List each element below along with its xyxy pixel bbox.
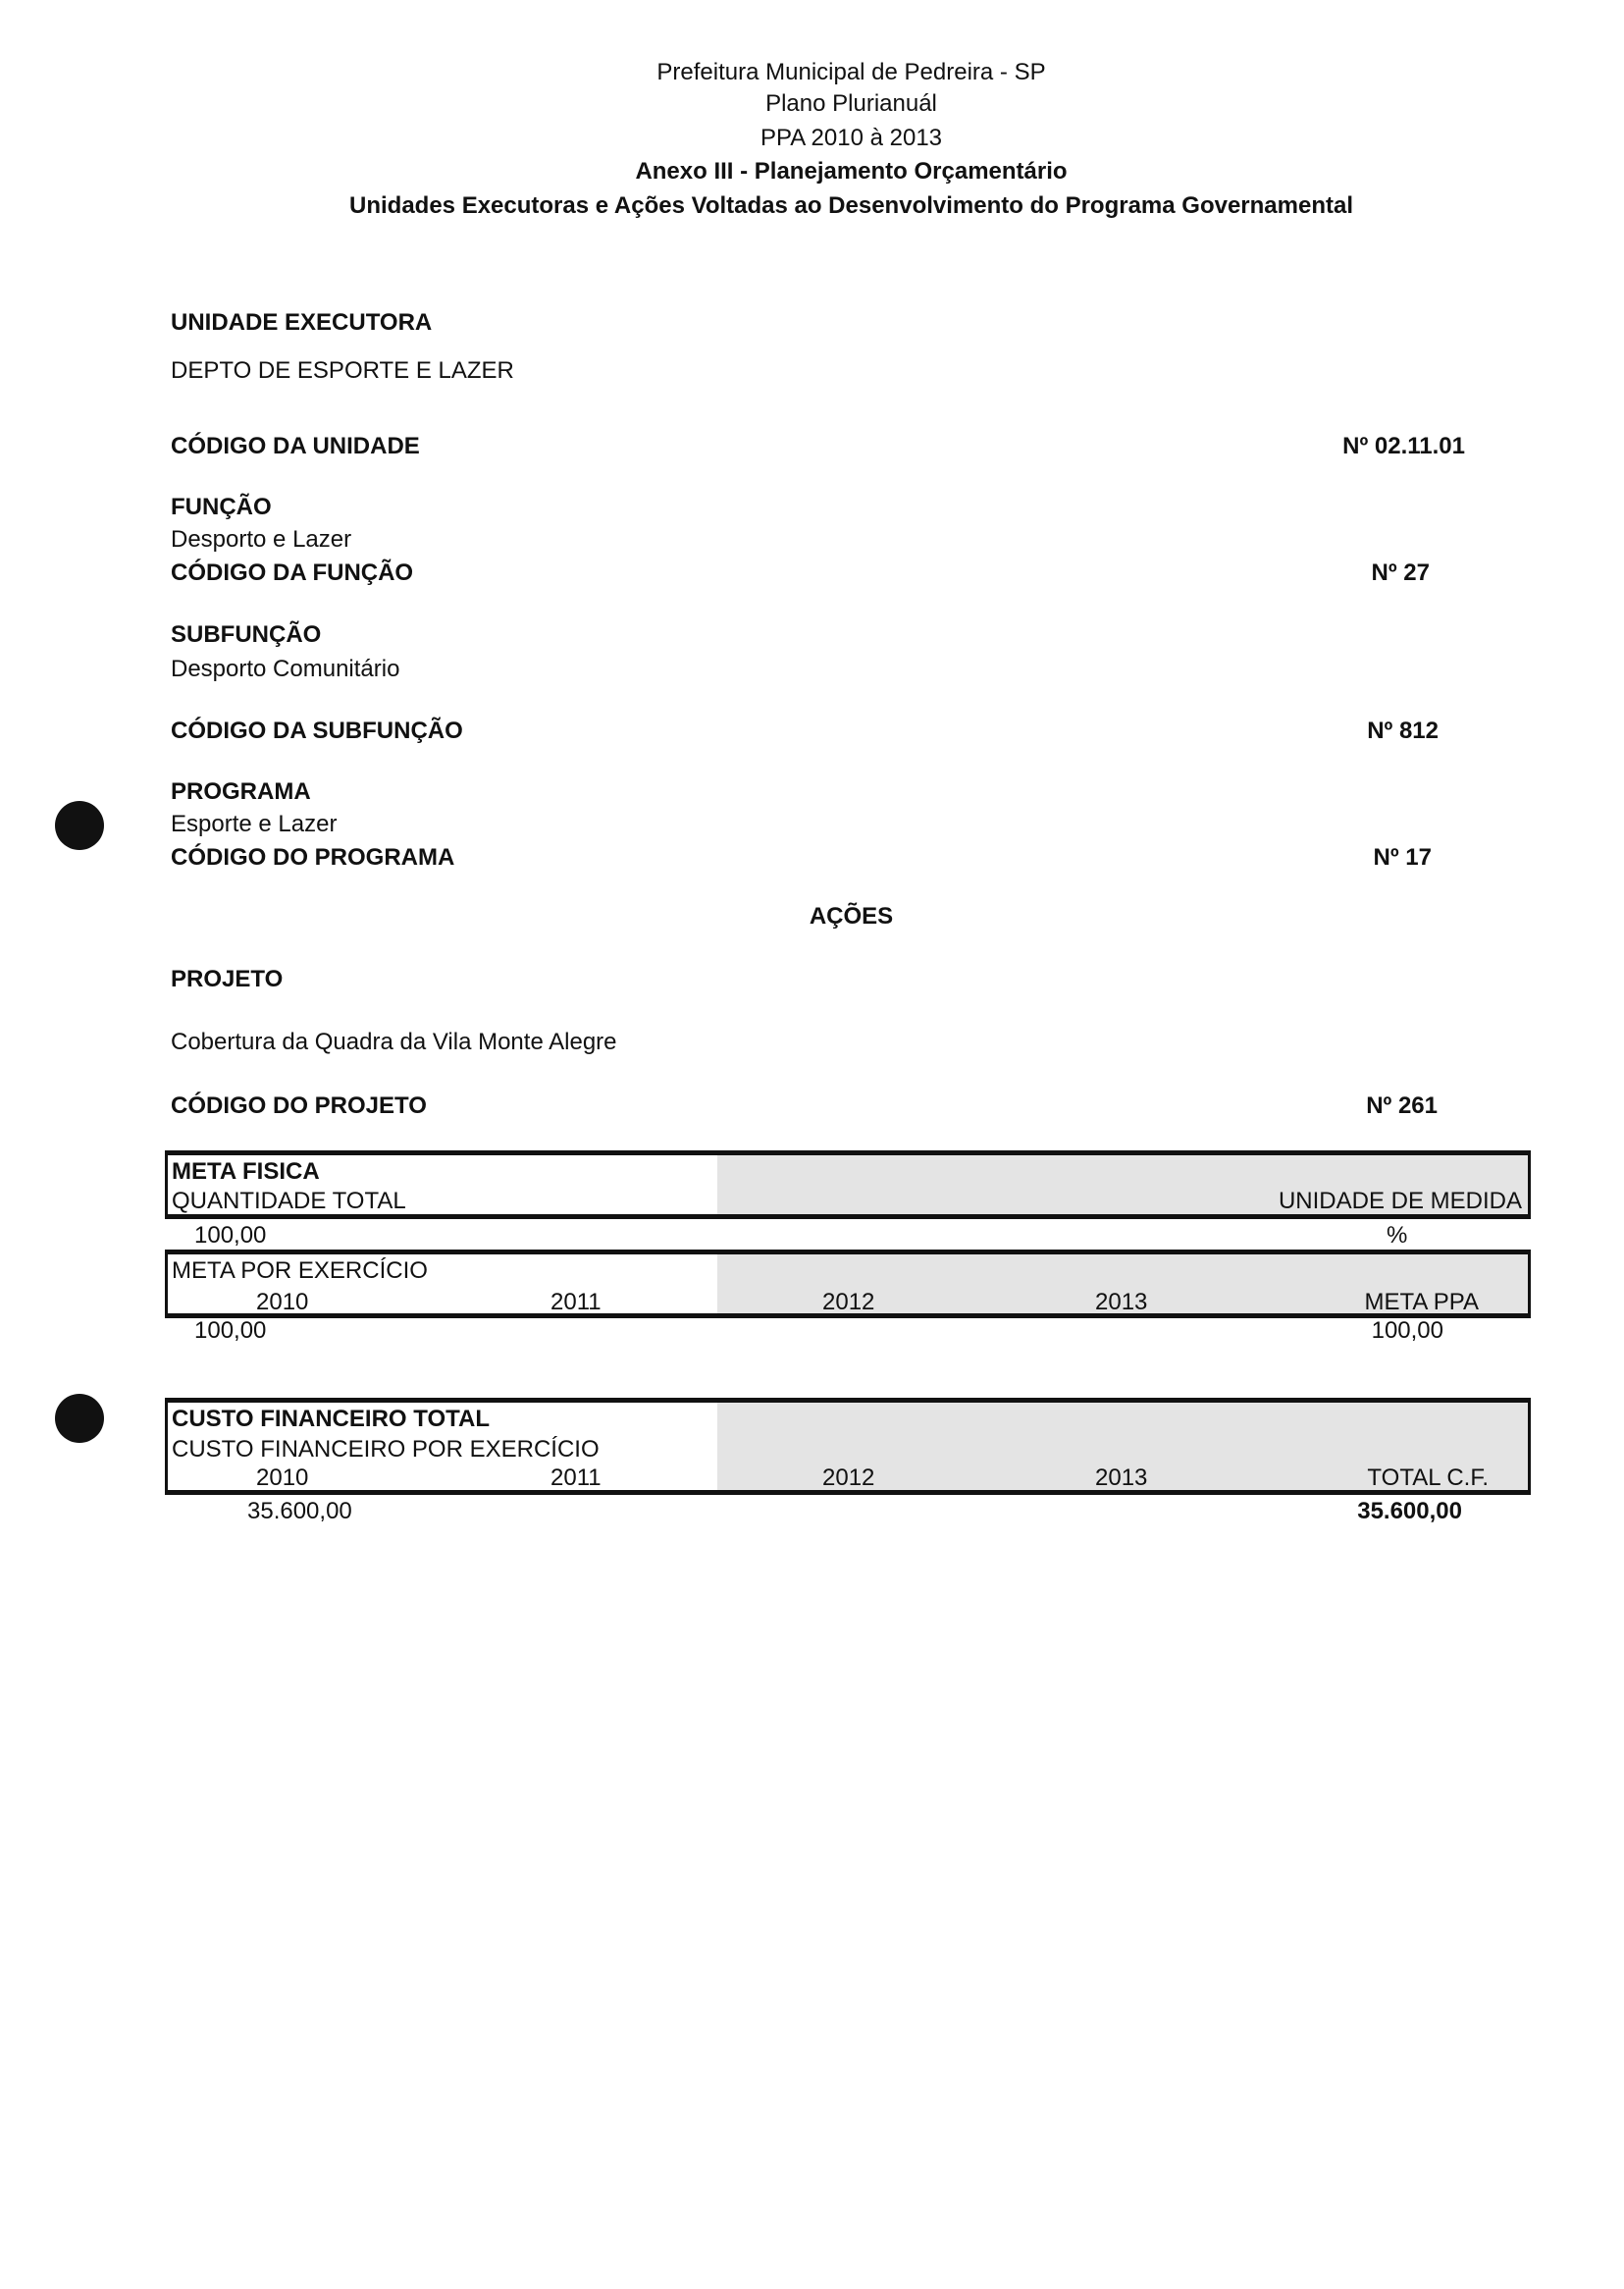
year-2010: 2010 xyxy=(256,1289,309,1315)
meta-2010-value: 100,00 xyxy=(194,1317,267,1344)
custo-year-2013: 2013 xyxy=(1095,1464,1148,1491)
custo-year-2012: 2012 xyxy=(822,1464,875,1491)
acoes-title: AÇÕES xyxy=(809,903,894,930)
custo-2010-value: 35.600,00 xyxy=(247,1498,352,1524)
header-line-4: Anexo III - Planejamento Orçamentário xyxy=(635,158,1068,185)
subfuncao-code: Nº 812 xyxy=(1367,718,1439,744)
programa-label: PROGRAMA xyxy=(171,778,311,805)
projeto-label: PROJETO xyxy=(171,966,284,992)
custo-total-value: 35.600,00 xyxy=(1357,1498,1462,1524)
qty-total-value: 100,00 xyxy=(194,1222,267,1249)
funcao-value: Desporto e Lazer xyxy=(171,526,352,553)
punch-hole xyxy=(55,1394,104,1443)
funcao-label: FUNÇÃO xyxy=(171,494,272,520)
custo-title: CUSTO FINANCEIRO TOTAL xyxy=(172,1406,490,1432)
year-2013: 2013 xyxy=(1095,1289,1148,1315)
custo-year-2011: 2011 xyxy=(550,1464,602,1491)
custo-box xyxy=(165,1398,1531,1495)
funcao-code: Nº 27 xyxy=(1371,559,1430,586)
custo-subtitle: CUSTO FINANCEIRO POR EXERCÍCIO xyxy=(172,1436,600,1463)
qty-total-label: QUANTIDADE TOTAL xyxy=(172,1188,406,1214)
projeto-value: Cobertura da Quadra da Vila Monte Alegre xyxy=(171,1029,617,1055)
subfuncao-value: Desporto Comunitário xyxy=(171,656,400,682)
projeto-code-label: CÓDIGO DO PROJETO xyxy=(171,1092,427,1119)
header-line-2: Plano Plurianuál xyxy=(765,90,937,117)
meta-fisica-box xyxy=(165,1150,1531,1219)
subfuncao-label: SUBFUNÇÃO xyxy=(171,621,322,648)
custo-year-2010: 2010 xyxy=(256,1464,309,1491)
programa-value: Esporte e Lazer xyxy=(171,811,338,837)
header-line-5: Unidades Executoras e Ações Voltadas ao Desenvolvimento do Programa Governamental xyxy=(349,192,1353,219)
programa-code-label: CÓDIGO DO PROGRAMA xyxy=(171,844,455,871)
unidade-code: Nº 02.11.01 xyxy=(1342,433,1465,459)
unidade-code-label: CÓDIGO DA UNIDADE xyxy=(171,433,420,459)
programa-code: Nº 17 xyxy=(1373,844,1432,871)
subfuncao-code-label: CÓDIGO DA SUBFUNÇÃO xyxy=(171,718,463,744)
meta-ppa-value: 100,00 xyxy=(1371,1317,1443,1344)
projeto-code: Nº 261 xyxy=(1366,1092,1438,1119)
meta-exercicio-box xyxy=(165,1250,1531,1318)
year-2012: 2012 xyxy=(822,1289,875,1315)
unit-value: % xyxy=(1387,1222,1408,1249)
meta-exercicio-title: META POR EXERCÍCIO xyxy=(172,1257,428,1284)
funcao-code-label: CÓDIGO DA FUNÇÃO xyxy=(171,559,414,586)
unidade-label: UNIDADE EXECUTORA xyxy=(171,309,433,336)
header-line-3: PPA 2010 à 2013 xyxy=(760,125,943,151)
punch-hole xyxy=(55,801,104,850)
year-2011: 2011 xyxy=(550,1289,602,1315)
total-cf-label: TOTAL C.F. xyxy=(1367,1464,1489,1491)
header-line-1: Prefeitura Municipal de Pedreira - SP xyxy=(656,59,1046,85)
meta-fisica-title: META FISICA xyxy=(172,1158,320,1185)
meta-ppa-label: META PPA xyxy=(1364,1289,1479,1315)
unit-label: UNIDADE DE MEDIDA xyxy=(1278,1188,1522,1214)
unidade-value: DEPTO DE ESPORTE E LAZER xyxy=(171,357,514,384)
